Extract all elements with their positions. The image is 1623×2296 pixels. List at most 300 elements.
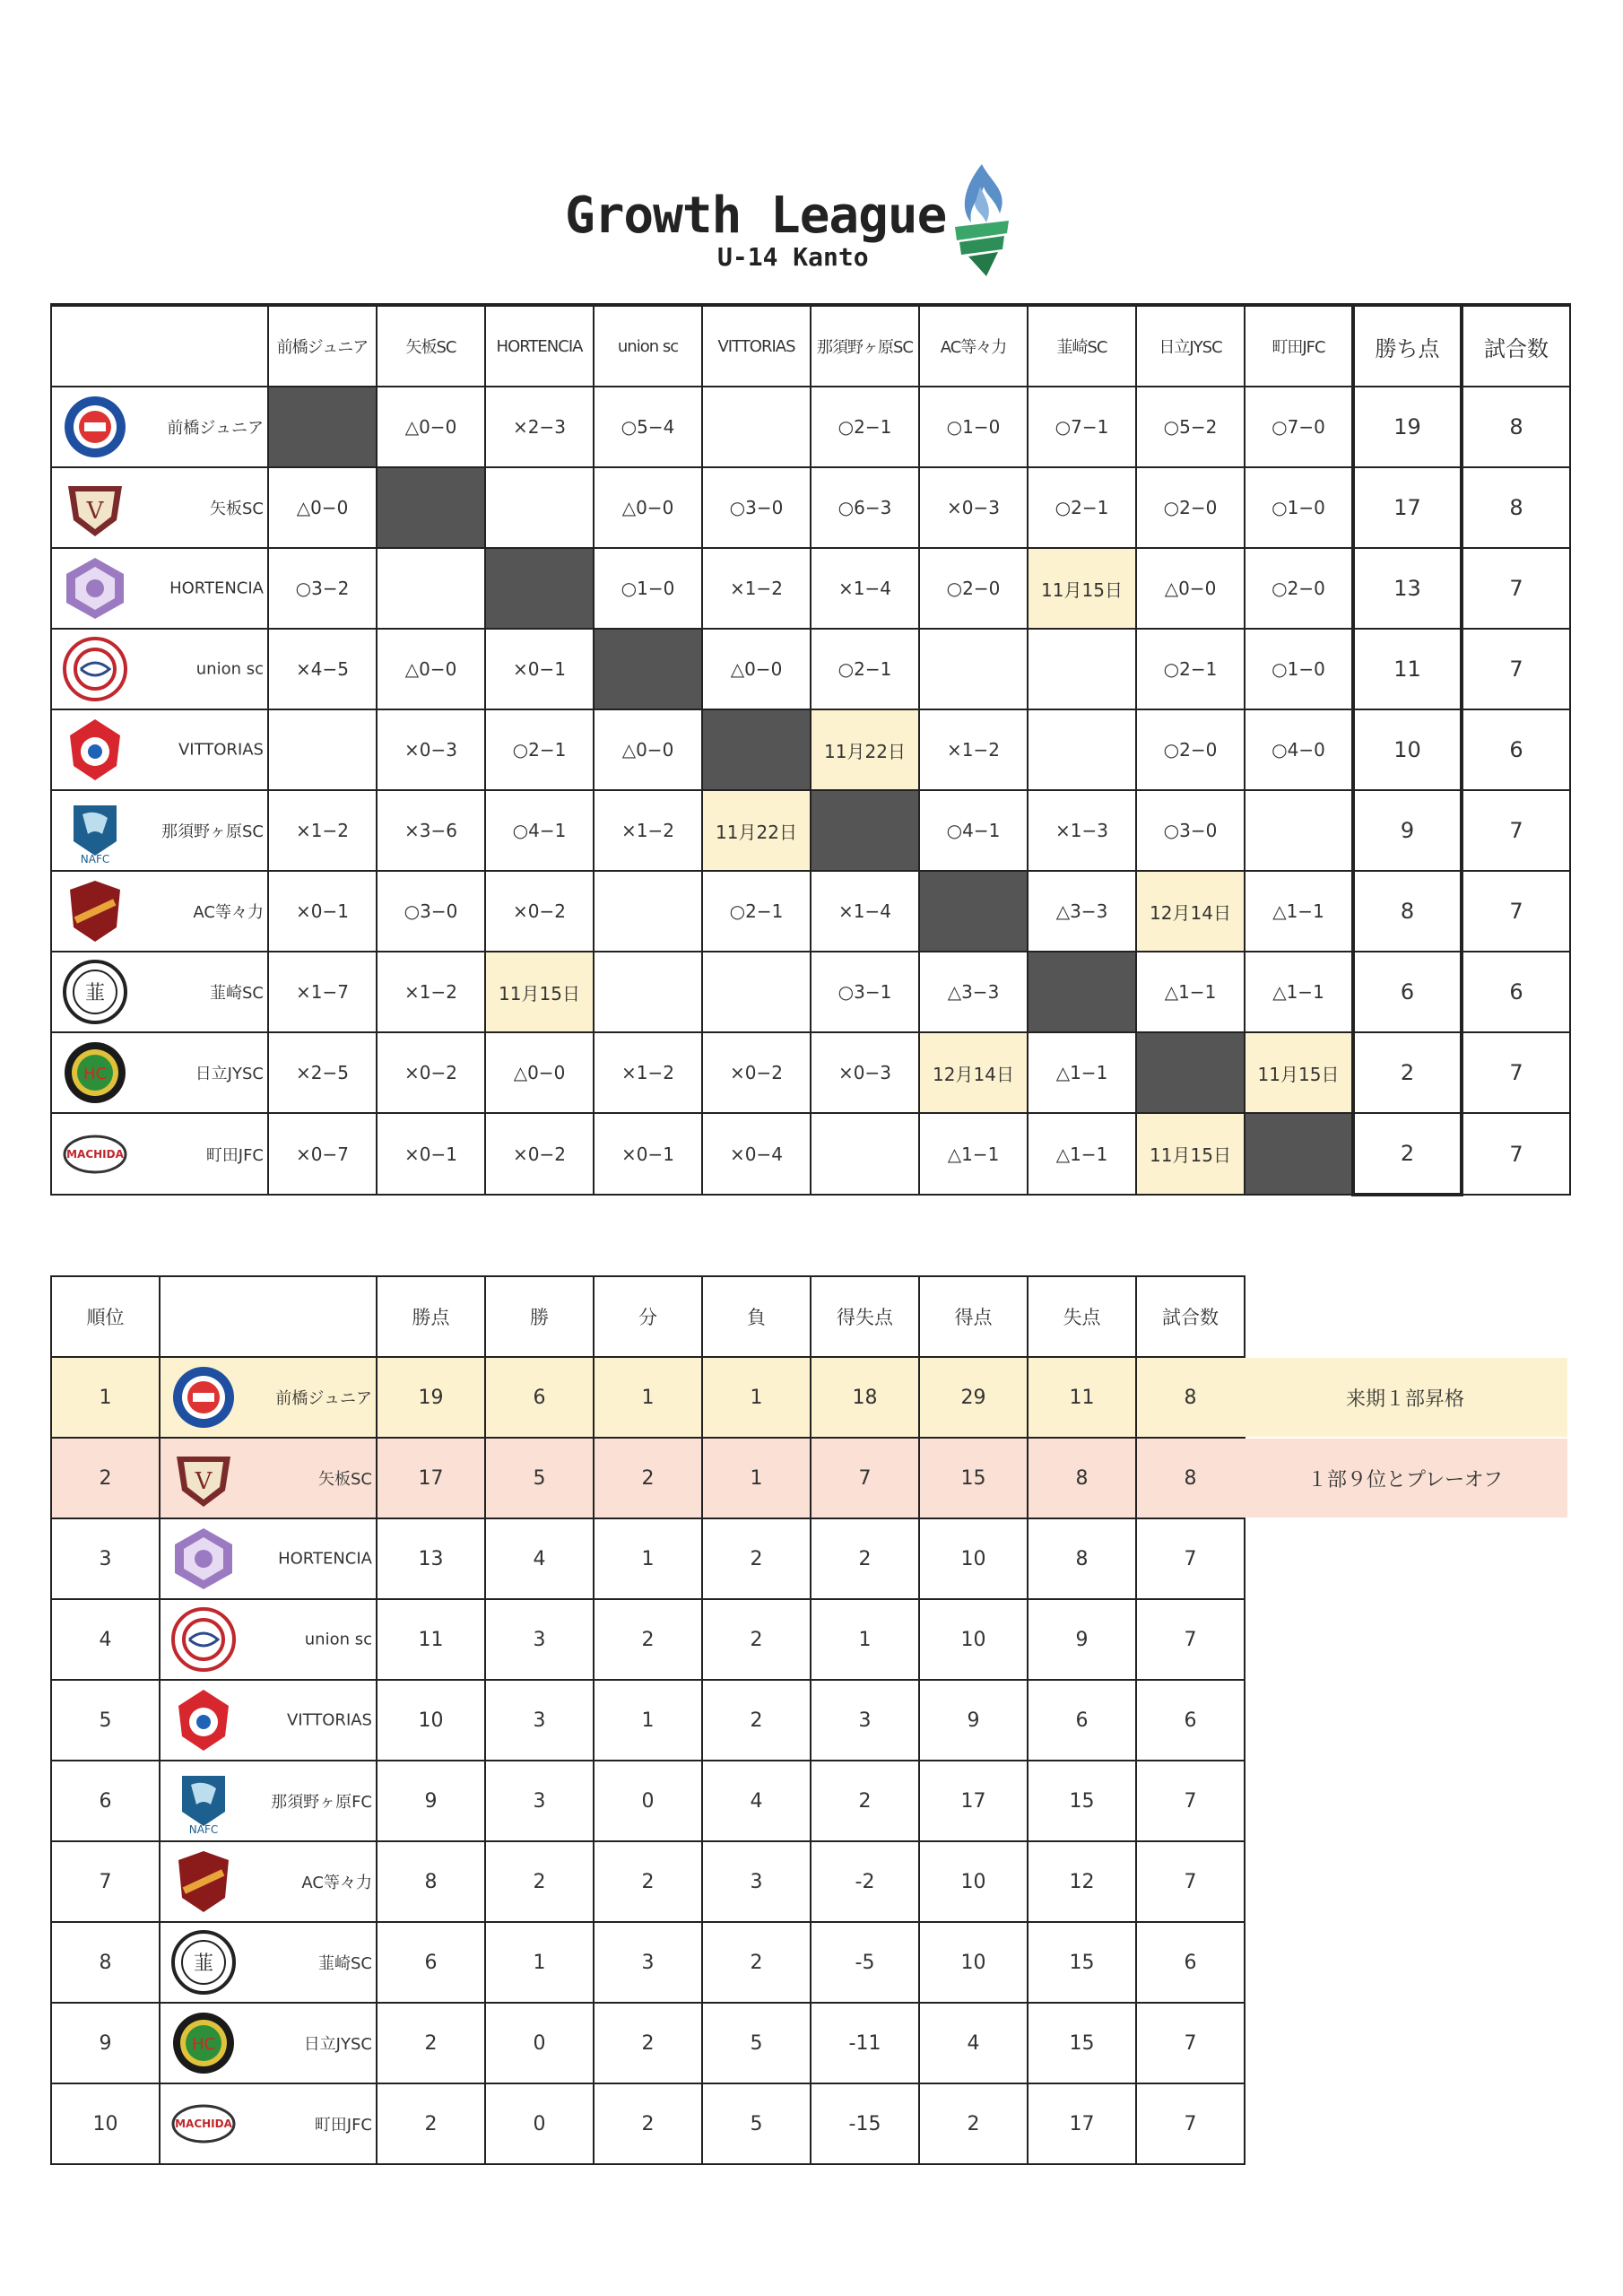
match-result-cell: △1−1 [1136,952,1245,1032]
match-result-cell: ×2−5 [268,1032,377,1113]
match-result-cell: ○2−1 [1136,629,1245,709]
standings-team-cell [160,1357,377,1438]
rank-cell: 3 [51,1518,160,1599]
results-row [51,952,1570,1032]
self-match-cell [377,467,485,548]
match-result-cell: ×1−2 [702,548,811,629]
rank-cell: 1 [51,1357,160,1438]
points-cell: 17 [1353,467,1462,548]
self-match-cell [1136,1032,1245,1113]
svg-text:韮: 韮 [84,982,106,1004]
standings-w-cell: 4 [485,1518,594,1599]
match-result-cell: △3−3 [919,952,1028,1032]
match-result-cell: ○2−1 [702,871,811,952]
results-team-cell [51,1032,268,1113]
standings-gd-cell: 7 [811,1438,919,1518]
match-result-cell: 11月15日 [485,952,594,1032]
team-name: 前橋ジュニア [275,1389,372,1408]
results-col-header: union sc [594,305,702,387]
standings-team-cell [160,1599,377,1680]
standings-d-cell: 1 [594,1357,702,1438]
results-team-cell [51,871,268,952]
standings-l-cell: 3 [702,1841,811,1922]
standings-w-cell: 0 [485,2003,594,2083]
standings-d-cell: 2 [594,2003,702,2083]
match-result-cell: ○2−0 [1136,467,1245,548]
team-name: HORTENCIA [169,578,264,598]
games-cell: 7 [1462,629,1570,709]
match-result-cell: ×0−1 [377,1113,485,1195]
games-cell: 8 [1462,467,1570,548]
standings-l-cell: 2 [702,1599,811,1680]
match-result-cell: ○3−0 [1136,790,1245,871]
match-result-cell: △0−0 [377,629,485,709]
results-team-cell [51,387,268,467]
results-col-header: HORTENCIA [485,305,594,387]
results-team-cell [51,709,268,790]
match-result-cell: ○2−1 [811,387,919,467]
machida-crest-icon [169,2090,238,2158]
match-result-cell: ×1−2 [919,709,1028,790]
standings-ga-cell: 17 [1028,2083,1136,2164]
standings-pts-cell: 17 [377,1438,485,1518]
standings-team-cell [160,2083,377,2164]
self-match-cell [811,790,919,871]
team-name: VITTORIAS [178,740,264,760]
standings-d-cell: 3 [594,1922,702,2003]
match-result-cell: ×0−3 [811,1032,919,1113]
team-name: union sc [304,1630,372,1649]
standings-gf-cell: 10 [919,1518,1028,1599]
standings-l-cell: 2 [702,1922,811,2003]
standings-row [51,2083,1245,2164]
results-matrix [50,303,1571,1196]
standings-pts-cell: 9 [377,1761,485,1841]
standings-gp-cell: 6 [1136,1680,1245,1761]
svg-text:MACHIDA: MACHIDA [175,2118,232,2130]
standings-gd-cell: -5 [811,1922,919,2003]
promotion-note: 来期１部昇格 [1243,1358,1567,1437]
points-cell: 2 [1353,1113,1462,1195]
rank-cell: 2 [51,1438,160,1518]
match-result-cell [1028,629,1136,709]
standings-pts-cell: 8 [377,1841,485,1922]
standings-l-cell: 1 [702,1357,811,1438]
standings-gp-cell: 7 [1136,1761,1245,1841]
results-corner [51,305,268,387]
results-col-header: VITTORIAS [702,305,811,387]
svg-text:NAFC: NAFC [80,853,110,865]
standings-w-cell: 2 [485,1841,594,1922]
standings-w-cell: 3 [485,1761,594,1841]
results-row [51,709,1570,790]
match-result-cell: 11月22日 [811,709,919,790]
rank-cell: 5 [51,1680,160,1761]
team-name: AC等々力 [193,903,264,922]
standings-w-cell: 3 [485,1680,594,1761]
self-match-cell [485,548,594,629]
rank-cell: 10 [51,2083,160,2164]
match-result-cell: ○1−0 [919,387,1028,467]
standings-pts-cell: 2 [377,2083,485,2164]
team-name: 那須野ヶ原FC [271,1793,372,1812]
standings-col-header: 順位 [51,1276,160,1357]
team-name: 日立JYSC [303,2035,372,2054]
match-result-cell: 12月14日 [919,1032,1028,1113]
standings-l-cell: 5 [702,2083,811,2164]
rank-cell: 8 [51,1922,160,2003]
rank-cell: 9 [51,2003,160,2083]
svg-text:MACHIDA: MACHIDA [66,1147,124,1161]
match-result-cell [1028,709,1136,790]
team-name: HORTENCIA [278,1549,372,1569]
match-result-cell: ○4−1 [485,790,594,871]
match-result-cell: ×3−6 [377,790,485,871]
standings-col-header: 得点 [919,1276,1028,1357]
match-result-cell: ×0−2 [485,1113,594,1195]
standings-ga-cell: 12 [1028,1841,1136,1922]
match-result-cell [702,387,811,467]
hortencia-crest-icon [169,1525,238,1593]
points-header: 勝ち点 [1353,305,1462,387]
standings-gd-cell: -2 [811,1841,919,1922]
maebashi-crest-icon [61,393,129,461]
standings-gf-cell: 10 [919,1841,1028,1922]
standings-team-cell [160,1680,377,1761]
points-cell: 2 [1353,1032,1462,1113]
rank-cell: 4 [51,1599,160,1680]
svg-text:韮: 韮 [193,1952,214,1975]
match-result-cell: ○2−1 [485,709,594,790]
standings-gf-cell: 10 [919,1922,1028,2003]
results-col-header: 矢板SC [377,305,485,387]
games-cell: 6 [1462,709,1570,790]
match-result-cell: △0−0 [594,467,702,548]
match-result-cell: ○4−0 [1245,709,1353,790]
match-result-cell: ×1−7 [268,952,377,1032]
standings-row [51,1357,1245,1438]
standings-d-cell: 2 [594,1841,702,1922]
self-match-cell [594,629,702,709]
team-name: 町田JFC [314,2116,372,2135]
match-result-cell: ×2−3 [485,387,594,467]
nasu-crest-icon [169,1767,238,1835]
match-result-cell: ○2−0 [1136,709,1245,790]
match-result-cell: △0−0 [485,1032,594,1113]
results-row [51,548,1570,629]
league-title: Growth League [565,187,947,245]
match-result-cell: ×0−3 [377,709,485,790]
match-result-cell: ○1−0 [1245,467,1353,548]
standings-ga-cell: 15 [1028,1922,1136,2003]
results-col-header: 那須野ヶ原SC [811,305,919,387]
results-team-cell [51,1113,268,1195]
maebashi-crest-icon [169,1363,238,1431]
games-cell: 8 [1462,387,1570,467]
results-col-header: 前橋ジュニア [268,305,377,387]
match-result-cell: ○2−1 [1028,467,1136,548]
match-result-cell: ×1−2 [594,790,702,871]
points-cell: 6 [1353,952,1462,1032]
standings-gd-cell: 2 [811,1761,919,1841]
svg-text:HC: HC [191,2035,216,2054]
standings-gd-cell: 3 [811,1680,919,1761]
match-result-cell: ○1−0 [1245,629,1353,709]
standings-gd-cell: 18 [811,1357,919,1438]
match-result-cell: △0−0 [377,387,485,467]
standings-col-header: 勝点 [377,1276,485,1357]
standings-col-header: 分 [594,1276,702,1357]
standings-pts-cell: 19 [377,1357,485,1438]
rank-cell: 7 [51,1841,160,1922]
match-result-cell [702,952,811,1032]
match-result-cell: 11月22日 [702,790,811,871]
flame-icon [937,160,1027,285]
standings-ga-cell: 15 [1028,2003,1136,2083]
match-result-cell: 11月15日 [1136,1113,1245,1195]
standings-row [51,1922,1245,2003]
games-cell: 7 [1462,790,1570,871]
self-match-cell [702,709,811,790]
standings-row [51,1841,1245,1922]
standings-gf-cell: 10 [919,1599,1028,1680]
match-result-cell [594,871,702,952]
yaita-crest-icon [169,1444,238,1512]
standings-l-cell: 2 [702,1518,811,1599]
standings-team-cell [160,1841,377,1922]
standings-ga-cell: 8 [1028,1438,1136,1518]
standings-row [51,1680,1245,1761]
match-result-cell: 12月14日 [1136,871,1245,952]
games-cell: 7 [1462,871,1570,952]
points-cell: 10 [1353,709,1462,790]
standings-gf-cell: 17 [919,1761,1028,1841]
standings-w-cell: 6 [485,1357,594,1438]
results-row [51,629,1570,709]
standings-row [51,1518,1245,1599]
standings-pts-cell: 13 [377,1518,485,1599]
hortencia-crest-icon [61,554,129,622]
games-cell: 7 [1462,548,1570,629]
hitachi-crest-icon [61,1039,129,1107]
standings-team-cell [160,1922,377,2003]
standings-d-cell: 1 [594,1518,702,1599]
results-row [51,1032,1570,1113]
svg-text:V: V [195,1468,213,1495]
standings-w-cell: 1 [485,1922,594,2003]
standings-gf-cell: 9 [919,1680,1028,1761]
match-result-cell: ×1−4 [811,548,919,629]
standings-table [50,1275,1245,2165]
match-result-cell: ○1−0 [594,548,702,629]
todoroki-crest-icon [61,877,129,945]
vittorias-crest-icon [61,716,129,784]
standings-gp-cell: 6 [1136,1922,1245,2003]
match-result-cell: ×0−2 [377,1032,485,1113]
standings-w-cell: 0 [485,2083,594,2164]
results-col-header: 韮崎SC [1028,305,1136,387]
todoroki-crest-icon [169,1848,238,1916]
standings-team-cell [160,2003,377,2083]
team-name: 矢板SC [318,1470,372,1489]
svg-text:HC: HC [82,1065,108,1083]
results-col-header: 日立JYSC [1136,305,1245,387]
standings-d-cell: 2 [594,1438,702,1518]
match-result-cell: ○7−1 [1028,387,1136,467]
match-result-cell: ○6−3 [811,467,919,548]
match-result-cell: ×0−4 [702,1113,811,1195]
match-result-cell: 11月15日 [1028,548,1136,629]
match-result-cell: ×1−2 [268,790,377,871]
standings-col-header: 負 [702,1276,811,1357]
svg-text:V: V [86,498,104,525]
games-cell: 7 [1462,1113,1570,1195]
match-result-cell: ○2−0 [919,548,1028,629]
standings-row [51,1599,1245,1680]
match-result-cell: △1−1 [1245,952,1353,1032]
match-result-cell: △1−1 [1245,871,1353,952]
standings-gp-cell: 8 [1136,1357,1245,1438]
machida-crest-icon [61,1120,129,1188]
vittorias-crest-icon [169,1686,238,1754]
match-result-cell: △0−0 [594,709,702,790]
match-result-cell [594,952,702,1032]
self-match-cell [1028,952,1136,1032]
standings-ga-cell: 9 [1028,1599,1136,1680]
standings-l-cell: 2 [702,1680,811,1761]
match-result-cell: △1−1 [919,1113,1028,1195]
team-name: AC等々力 [301,1874,372,1892]
self-match-cell [1245,1113,1353,1195]
standings-gp-cell: 7 [1136,2083,1245,2164]
match-result-cell: ×4−5 [268,629,377,709]
points-cell: 9 [1353,790,1462,871]
games-cell: 7 [1462,1032,1570,1113]
match-result-cell: ×0−2 [485,871,594,952]
results-col-header: AC等々力 [919,305,1028,387]
points-cell: 11 [1353,629,1462,709]
standings-gf-cell: 2 [919,2083,1028,2164]
match-result-cell: △0−0 [268,467,377,548]
results-team-cell [51,467,268,548]
match-result-cell: ○4−1 [919,790,1028,871]
match-result-cell: ×0−2 [702,1032,811,1113]
results-row [51,1113,1570,1195]
playoff-note: １部９位とプレーオフ [1243,1439,1567,1518]
match-result-cell: ×0−1 [485,629,594,709]
nirasaki-crest-icon [169,1928,238,1996]
match-result-cell: ×0−3 [919,467,1028,548]
standings-gf-cell: 4 [919,2003,1028,2083]
standings-pts-cell: 6 [377,1922,485,2003]
match-result-cell: ×0−7 [268,1113,377,1195]
nirasaki-crest-icon [61,958,129,1026]
match-result-cell: △1−1 [1028,1113,1136,1195]
games-cell: 6 [1462,952,1570,1032]
union-crest-icon [169,1605,238,1674]
match-result-cell: ×1−2 [594,1032,702,1113]
match-result-cell: ×0−1 [594,1113,702,1195]
standings-l-cell: 4 [702,1761,811,1841]
match-result-cell: △1−1 [1028,1032,1136,1113]
standings-ga-cell: 6 [1028,1680,1136,1761]
standings-col-header: 勝 [485,1276,594,1357]
rank-cell: 6 [51,1761,160,1841]
match-result-cell [268,709,377,790]
standings-col-header: 試合数 [1136,1276,1245,1357]
standings-col-header: 得失点 [811,1276,919,1357]
self-match-cell [268,387,377,467]
standings-pts-cell: 10 [377,1680,485,1761]
standings-l-cell: 1 [702,1438,811,1518]
team-name: 韮崎SC [210,984,264,1003]
match-result-cell [485,467,594,548]
match-result-cell: ○5−2 [1136,387,1245,467]
match-result-cell: ×0−1 [268,871,377,952]
union-crest-icon [61,635,129,703]
match-result-cell: ○3−0 [702,467,811,548]
results-row [51,790,1570,871]
standings-w-cell: 3 [485,1599,594,1680]
self-match-cell [919,871,1028,952]
standings-ga-cell: 11 [1028,1357,1136,1438]
match-result-cell: ×1−2 [377,952,485,1032]
team-name: union sc [195,659,264,679]
standings-l-cell: 5 [702,2003,811,2083]
standings-col-header [160,1276,377,1357]
points-cell: 8 [1353,871,1462,952]
standings-d-cell: 0 [594,1761,702,1841]
league-subtitle: U-14 Kanto [717,242,869,272]
match-result-cell: ○2−0 [1245,548,1353,629]
standings-pts-cell: 11 [377,1599,485,1680]
points-cell: 19 [1353,387,1462,467]
results-team-cell [51,952,268,1032]
standings-col-header: 失点 [1028,1276,1136,1357]
results-row [51,871,1570,952]
nasu-crest-icon [61,796,129,865]
standings-ga-cell: 15 [1028,1761,1136,1841]
standings-gd-cell: -11 [811,2003,919,2083]
match-result-cell: △3−3 [1028,871,1136,952]
match-result-cell: ○5−4 [594,387,702,467]
team-name: 韮崎SC [318,1954,372,1973]
results-row [51,387,1570,467]
standings-gd-cell: 2 [811,1518,919,1599]
standings-w-cell: 5 [485,1438,594,1518]
standings-d-cell: 1 [594,1680,702,1761]
match-result-cell: ○3−0 [377,871,485,952]
team-name: 前橋ジュニア [167,419,264,438]
standings-d-cell: 2 [594,1599,702,1680]
match-result-cell [377,548,485,629]
hitachi-crest-icon [169,2009,238,2077]
standings-gp-cell: 7 [1136,1518,1245,1599]
team-name: 日立JYSC [195,1065,264,1083]
standings-gp-cell: 8 [1136,1438,1245,1518]
standings-row [51,1761,1245,1841]
match-result-cell: △0−0 [1136,548,1245,629]
standings-gp-cell: 7 [1136,2003,1245,2083]
yaita-crest-icon [61,474,129,542]
results-row [51,467,1570,548]
standings-gd-cell: 1 [811,1599,919,1680]
standings-d-cell: 2 [594,2083,702,2164]
standings-ga-cell: 8 [1028,1518,1136,1599]
results-team-cell [51,548,268,629]
results-team-cell [51,790,268,871]
standings-pts-cell: 2 [377,2003,485,2083]
